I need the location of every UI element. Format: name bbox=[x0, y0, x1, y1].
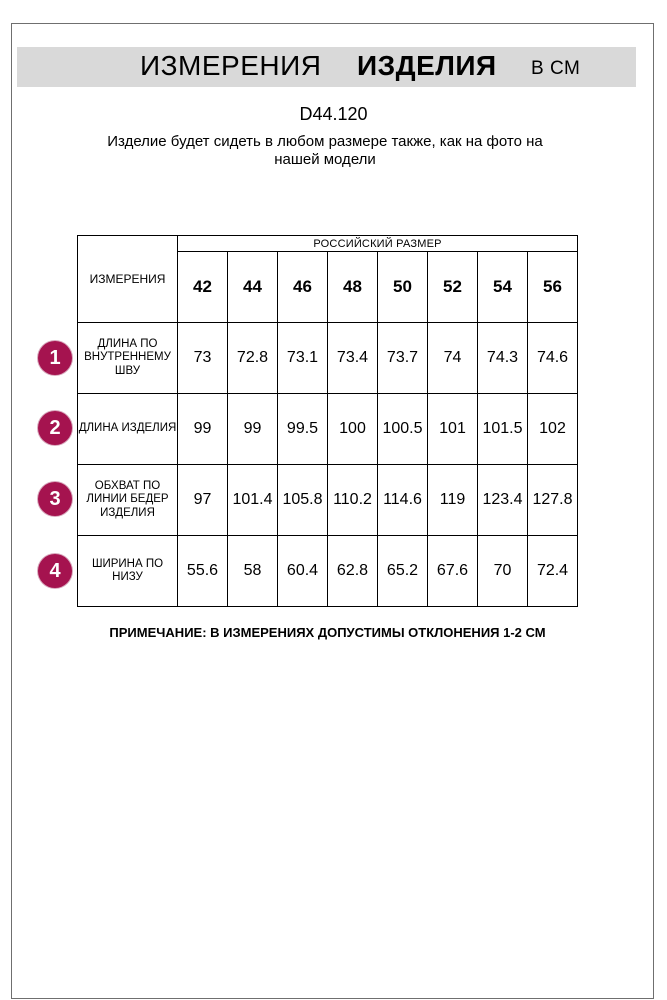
russian-size-header: РОССИЙСКИЙ РАЗМЕР bbox=[178, 236, 578, 252]
measurement-value: 62.8 bbox=[328, 536, 378, 607]
table-row bbox=[78, 536, 578, 607]
page-title-product: ИЗДЕЛИЯ bbox=[357, 50, 497, 81]
row-number-badge: 4 bbox=[38, 554, 72, 588]
size-header-cell: 50 bbox=[378, 252, 428, 323]
measurement-value: 74 bbox=[428, 323, 478, 394]
measurement-label: ДЛИНА ПО ВНУТРЕННЕМУ ШВУ bbox=[78, 323, 178, 394]
size-header-cell: 56 bbox=[528, 252, 578, 323]
measurements-header: ИЗМЕРЕНИЯ bbox=[78, 236, 178, 323]
measurement-value: 99 bbox=[228, 394, 278, 465]
size-header-cell: 48 bbox=[328, 252, 378, 323]
measurement-value: 73.1 bbox=[278, 323, 328, 394]
measurement-value: 72.4 bbox=[528, 536, 578, 607]
measurement-value: 74.3 bbox=[478, 323, 528, 394]
row-number-badge: 3 bbox=[38, 482, 72, 516]
measurement-label: ОБХВАТ ПО ЛИНИИ БЕДЕР ИЗДЕЛИЯ bbox=[78, 465, 178, 536]
measurement-value: 99.5 bbox=[278, 394, 328, 465]
measurement-value: 97 bbox=[178, 465, 228, 536]
measurement-value: 74.6 bbox=[528, 323, 578, 394]
page-title-measurements: ИЗМЕРЕНИЯ bbox=[140, 50, 322, 81]
measurement-value: 73 bbox=[178, 323, 228, 394]
measurement-value: 101.4 bbox=[228, 465, 278, 536]
measurement-value: 100 bbox=[328, 394, 378, 465]
size-header-cell: 42 bbox=[178, 252, 228, 323]
measurement-value: 119 bbox=[428, 465, 478, 536]
row-number-badge: 2 bbox=[38, 411, 72, 445]
measurement-value: 127.8 bbox=[528, 465, 578, 536]
measurement-value: 65.2 bbox=[378, 536, 428, 607]
measurement-value: 101.5 bbox=[478, 394, 528, 465]
table-row bbox=[78, 465, 578, 536]
measurement-label: ШИРИНА ПО НИЗУ bbox=[78, 536, 178, 607]
measurement-value: 99 bbox=[178, 394, 228, 465]
measurement-value: 55.6 bbox=[178, 536, 228, 607]
size-header-cell: 54 bbox=[478, 252, 528, 323]
size-header-cell: 44 bbox=[228, 252, 278, 323]
tolerance-note: ПРИМЕЧАНИЕ: В ИЗМЕРЕНИЯХ ДОПУСТИМЫ ОТКЛОНЕНИЯ 1-2 СМ bbox=[109, 625, 546, 640]
measurement-value: 100.5 bbox=[378, 394, 428, 465]
product-code: D44.120 bbox=[299, 104, 368, 124]
table-row bbox=[78, 323, 578, 394]
measurement-value: 60.4 bbox=[278, 536, 328, 607]
measurement-value: 73.7 bbox=[378, 323, 428, 394]
row-number-badge: 1 bbox=[38, 341, 72, 375]
measurement-label: ДЛИНА ИЗДЕЛИЯ bbox=[78, 394, 178, 465]
measurement-value: 123.4 bbox=[478, 465, 528, 536]
measurement-value: 110.2 bbox=[328, 465, 378, 536]
table-row bbox=[78, 394, 578, 465]
size-chart-table bbox=[77, 235, 578, 607]
measurement-value: 72.8 bbox=[228, 323, 278, 394]
measurement-value: 102 bbox=[528, 394, 578, 465]
measurement-value: 67.6 bbox=[428, 536, 478, 607]
size-header-cell: 52 bbox=[428, 252, 478, 323]
measurement-value: 58 bbox=[228, 536, 278, 607]
measurement-value: 70 bbox=[478, 536, 528, 607]
fit-description: Изделие будет сидеть в любом размере также, как на фото на нашей модели bbox=[107, 133, 543, 168]
size-header-cell: 46 bbox=[278, 252, 328, 323]
measurement-value: 114.6 bbox=[378, 465, 428, 536]
measurement-value: 73.4 bbox=[328, 323, 378, 394]
measurement-value: 105.8 bbox=[278, 465, 328, 536]
unit-label: В СМ bbox=[531, 58, 581, 79]
measurement-value: 101 bbox=[428, 394, 478, 465]
